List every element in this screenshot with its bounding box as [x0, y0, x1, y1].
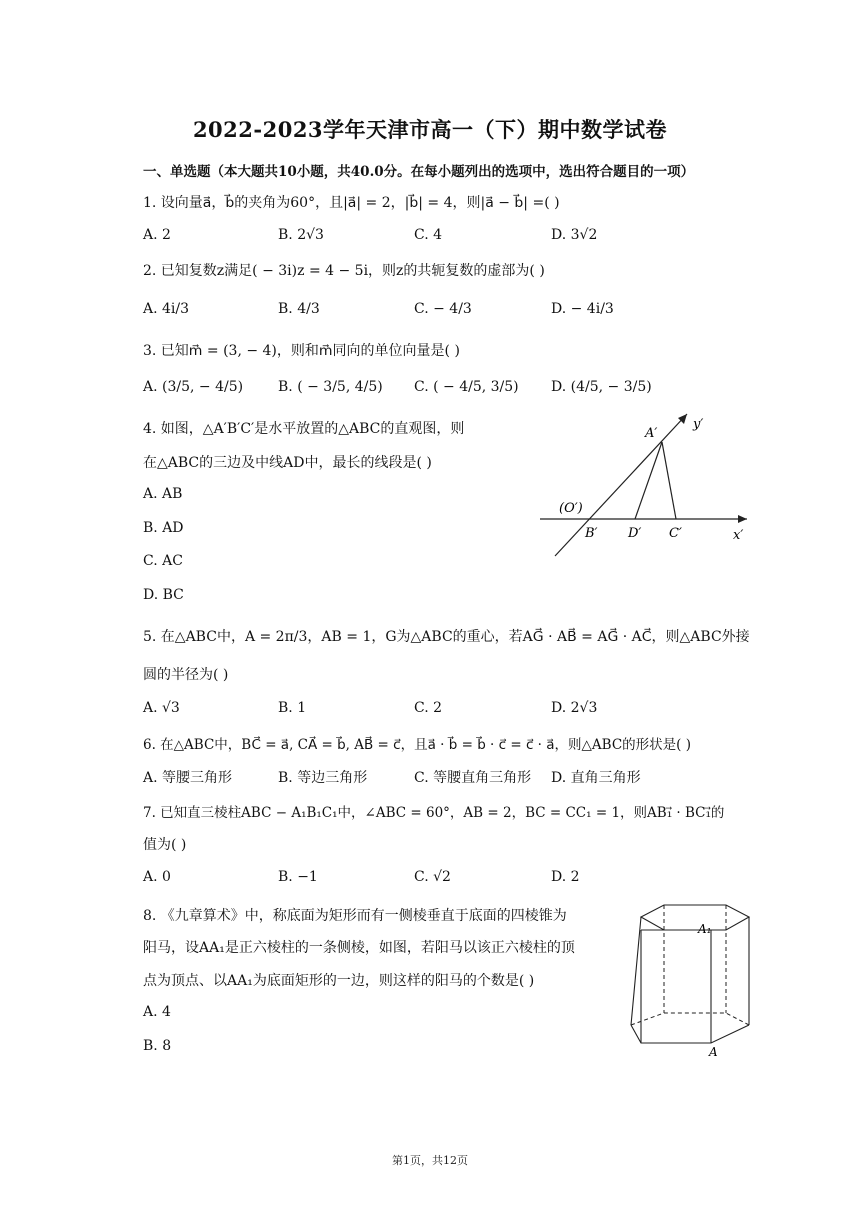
- q5-option-d: D. 2√3: [551, 700, 598, 716]
- q2-option-a: A. 4i/3: [143, 301, 190, 317]
- q1-option-c: C. 4: [414, 227, 443, 243]
- label-y-prime: y′: [693, 417, 704, 432]
- q8-option-a: A. 4: [143, 1004, 171, 1020]
- label-x-prime: x′: [733, 528, 744, 543]
- q6-option-a: A. 等腰三角形: [143, 770, 233, 786]
- q1-option-d: D. 3√2: [551, 227, 598, 243]
- question-8-stem-line-2: 阳马，设AA₁是正六棱柱的一条侧棱，如图，若阳马以该正六棱柱的顶: [143, 940, 575, 956]
- page-title: 2022-2023学年天津市高一（下）期中数学试卷: [192, 117, 668, 142]
- label-a-prime: A′: [645, 426, 658, 441]
- q7-option-c: C. √2: [414, 869, 451, 885]
- q4-option-b: B. AD: [143, 520, 184, 536]
- q8-option-b: B. 8: [143, 1038, 172, 1054]
- q3-option-b: B. ( − 3/5, 4/5): [278, 379, 383, 395]
- label-a: A: [709, 1045, 718, 1059]
- question-1-stem: 1. 设向量a⃗，b⃗的夹角为60°，且|a⃗| = 2，|b⃗| = 4，则|a⃗ − b⃗| =( ): [143, 195, 560, 211]
- q2-option-d: D. − 4i/3: [551, 301, 614, 317]
- hexagonal-prism-figure: [626, 900, 756, 1060]
- question-6-stem: 6. 在△ABC中，BC⃗ = a⃗, CA⃗ = b⃗, AB⃗ = c⃗，且a⃗ · b⃗ = b⃗ · c⃗ = c⃗ · a⃗，则△ABC的形状是( ): [143, 737, 691, 753]
- q2-option-b: B. 4/3: [278, 301, 320, 317]
- question-4-stem-line-1: 4. 如图，△A′B′C′是水平放置的△ABC的直观图，则: [143, 421, 465, 437]
- label-a1: A₁: [698, 922, 712, 936]
- label-b-prime: B′: [585, 526, 598, 541]
- oblique-triangle-figure: [535, 408, 755, 558]
- label-c-prime: C′: [669, 526, 682, 541]
- q5-option-b: B. 1: [278, 700, 307, 716]
- label-d-prime: D′: [628, 526, 642, 541]
- q3-option-c: C. ( − 4/5, 3/5): [414, 379, 519, 395]
- question-4-stem-line-2: 在△ABC的三边及中线AD中，最长的线段是( ): [143, 455, 432, 471]
- q3-option-d: D. (4/5, − 3/5): [551, 379, 652, 395]
- question-3-stem: 3. 已知m⃗ = (3, − 4)，则和m⃗同向的单位向量是( ): [143, 343, 460, 359]
- question-5-stem-line-2: 圆的半径为( ): [143, 667, 229, 683]
- label-o-prime: (O′): [559, 501, 583, 516]
- q7-option-d: D. 2: [551, 869, 580, 885]
- q7-option-a: A. 0: [143, 869, 171, 885]
- q7-option-b: B. −1: [278, 869, 318, 885]
- q1-option-a: A. 2: [143, 227, 171, 243]
- q4-option-a: A. AB: [143, 486, 183, 502]
- question-8-stem-line-3: 点为顶点、以AA₁为底面矩形的一边，则这样的阳马的个数是( ): [143, 973, 535, 989]
- q5-option-c: C. 2: [414, 700, 443, 716]
- question-5-stem-line-1: 5. 在△ABC中，A = 2π/3，AB = 1，G为△ABC的重心，若AG⃗ · AB⃗ = AG⃗ · AC⃗，则△ABC外接: [143, 629, 750, 645]
- question-7-stem-line-1: 7. 已知直三棱柱ABC − A₁B₁C₁中，∠ABC = 60°，AB = 2，BC = CC₁ = 1，则AB₁⃗ · BC₁⃗的: [143, 805, 725, 821]
- q4-option-c: C. AC: [143, 553, 183, 569]
- q2-option-c: C. − 4/3: [414, 301, 472, 317]
- question-7-stem-line-2: 值为( ): [143, 837, 187, 853]
- q6-option-d: D. 直角三角形: [551, 770, 641, 786]
- section-heading: 一、单选题（本大题共10小题，共40.0分。在每小题列出的选项中，选出符合题目的一项）: [143, 164, 695, 180]
- question-8-stem-line-1: 8. 《九章算术》中，称底面为矩形而有一侧棱垂直于底面的四棱锥为: [143, 908, 567, 924]
- q3-option-a: A. (3/5, − 4/5): [143, 379, 244, 395]
- q6-option-b: B. 等边三角形: [278, 770, 368, 786]
- q6-option-c: C. 等腰直角三角形: [414, 770, 532, 786]
- q1-option-b: B. 2√3: [278, 227, 324, 243]
- question-2-stem: 2. 已知复数z满足( − 3i)z = 4 − 5i，则z的共轭复数的虚部为( ): [143, 263, 545, 279]
- q4-option-d: D. BC: [143, 587, 184, 603]
- q5-option-a: A. √3: [143, 700, 180, 716]
- page-footer: 第1页，共12页: [392, 1154, 468, 1167]
